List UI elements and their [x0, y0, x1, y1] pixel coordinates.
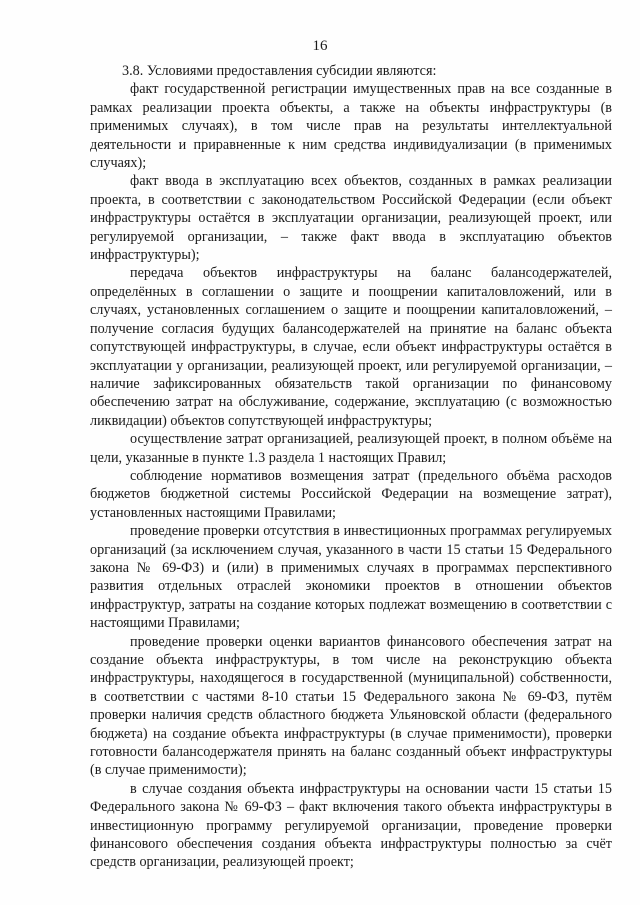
paragraph-registration: факт государственной регистрации имущественных прав на все созданные в рамках реализации проекта объекты, а также на объекты инфраструктуры (в применимых случаях), в том числе прав на результаты интеллектуальной деятельности и приравненные к ним средства индивидуализации (в применимых случаях); [90, 81, 612, 172]
section-heading: 3.8. Условиями предоставления субсидии являются: [122, 63, 437, 79]
paragraph-commissioning: факт ввода в эксплуатацию всех объектов, созданных в рамках реализации проекта, в соответствии с законодательством Российской Федерации (если объект инфраструктуры остаётся в эксплуатации организации, реализующей проект, или регулируемой организации, – также факт ввода в эксплуатацию объектов инфраструктуры); [90, 173, 612, 264]
paragraph-balance-transfer: передача объектов инфраструктуры на баланс балансодержателей, определённых в соглашении о защите и поощрении капиталовложений, или в случаях, установленных соглашением о защите и поощрении капиталовложений, – получение согласия будущих балансодержателей на принятие на баланс объекта сопутствующей инфраструктуры, в случае, если объект инфраструктуры остаётся в эксплуатации у организации, реализующей проект, или регулируемой организации, – наличие зафиксированных обязательств такой организации по финансовому обеспечению затрат на обслуживание, содержание, эксплуатацию (с возможностью ликвидации) объектов сопутствующей инфраструктуры; [90, 265, 612, 429]
paragraph-expenses: осуществление затрат организацией, реализующей проект, в полном объёме на цели, указанные в пункте 1.3 раздела 1 настоящих Правил; [90, 431, 612, 466]
document-body [90, 62, 612, 872]
page-number: 16 [312, 38, 328, 54]
paragraph-investment-check: проведение проверки отсутствия в инвестиционных программах регулируемых организаций (за исключением случая, указанного в части 15 статьи 15 Федерального закона № 69-ФЗ) и (или) в применимых случаях в программах перспективного развития отдельных отраслей экономики проектов в отношении объектов инфраструктур, затраты на создание которых подлежат возмещению в соответствии с настоящими Правилами; [90, 523, 612, 632]
paragraph-part15: в случае создания объекта инфраструктуры на основании части 15 статьи 15 Федерального закона № 69-ФЗ – факт включения такого объекта инфраструктуры в инвестиционную программу регулируемой организации, проведение проверки финансового обеспечения создания объекта инфраструктуры полностью за счёт средств организации, реализующей проект; [90, 780, 612, 871]
paragraph-norms: соблюдение нормативов возмещения затрат (предельного объёма расходов бюджетов бюджетной системы Российской Федерации на возмещение затрат), установленных настоящими Правилами; [90, 467, 612, 521]
paragraph-financing-check: проведение проверки оценки вариантов финансового обеспечения затрат на создание объекта инфраструктуры, в том числе на реконструкцию объекта инфраструктуры, находящегося в государственной (муниципальной) собственности, в соответствии с частями 8-10 статьи 15 Федерального закона № 69-ФЗ, путём проверки наличия средств областного бюджета Ульяновской области (федерального бюджета) на создание объекта инфраструктуры (в случае применимости), проверки готовности балансодержателя принять на баланс созданный объект инфраструктуры (в случае применимости); [90, 633, 612, 779]
